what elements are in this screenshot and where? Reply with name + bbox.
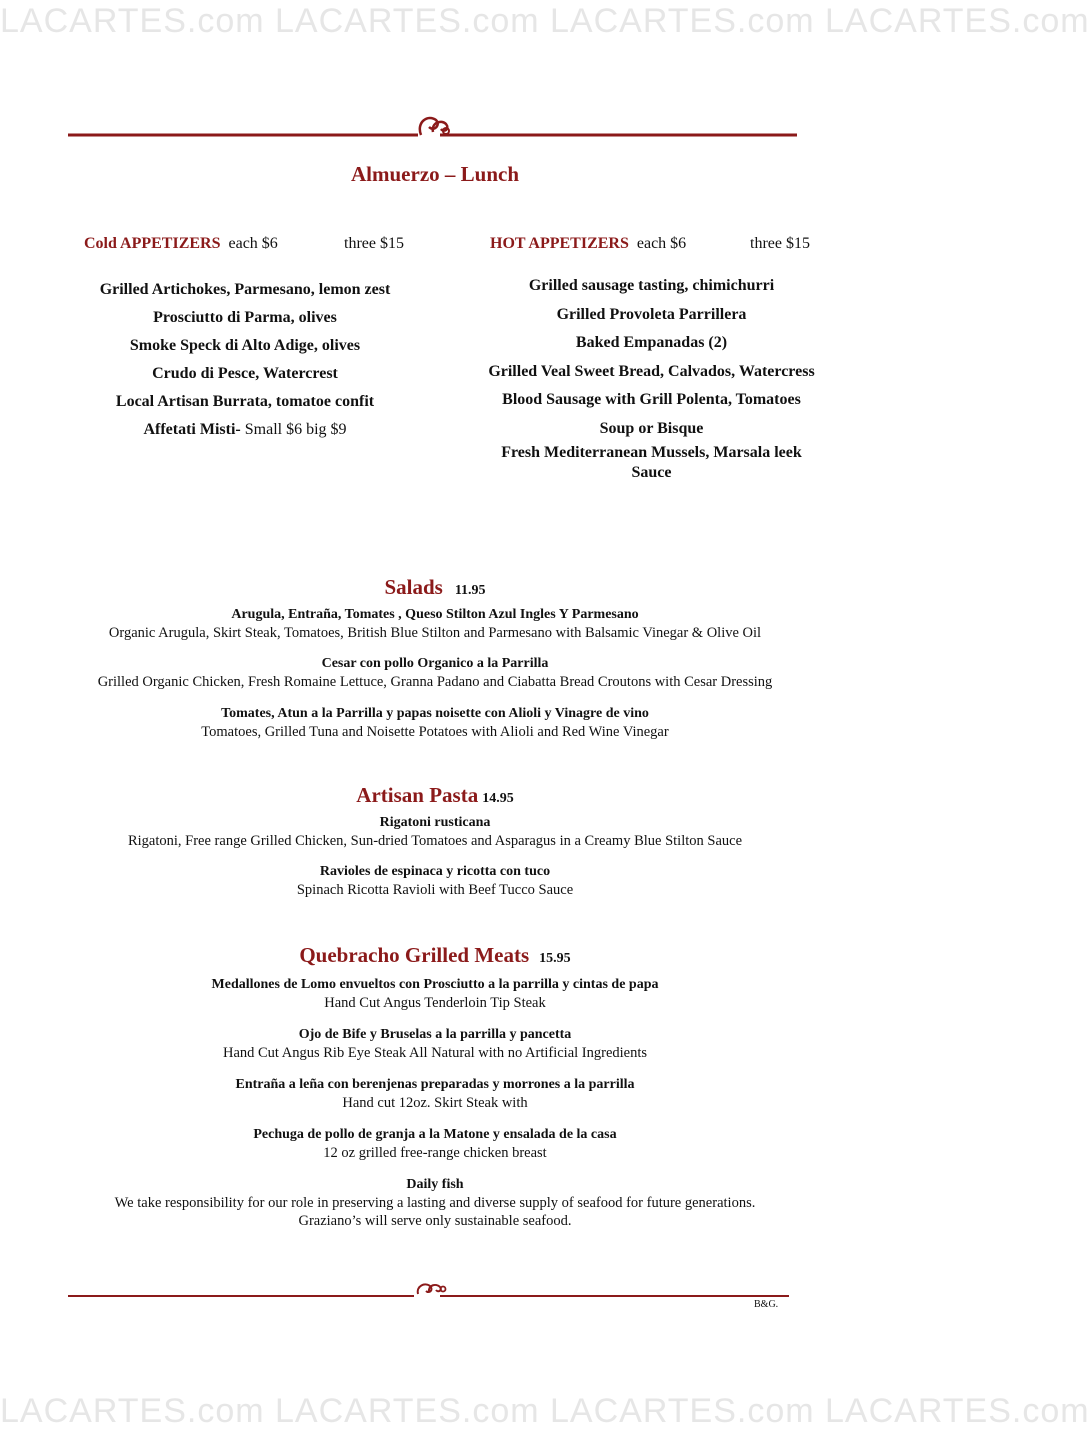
watermark-bottom: LACARTES.com LACARTES.com LACARTES.com LACARTES.com: [0, 1392, 1090, 1430]
list-item: Grilled Artichokes, Parmesano, lemon zest: [99, 281, 391, 298]
list-item-line: Sauce: [631, 464, 672, 481]
meat-3-spanish: Entraña a leña con berenjenas preparadas y morrones a la parrilla: [235, 1077, 635, 1092]
meats-title: Quebracho Grilled Meats: [299, 943, 530, 967]
pasta-2-english: Spinach Ricotta Ravioli with Beef Tucco Sauce: [296, 882, 574, 898]
pasta-1-english: Rigatoni, Free range Grilled Chicken, Sun-dried Tomatoes and Asparagus in a Creamy Blue Stilton Sauce: [127, 833, 743, 849]
salad-3-english: Tomatoes, Grilled Tuna and Noisette Potatoes with Alioli and Red Wine Vinegar: [201, 724, 669, 740]
list-item: Grilled Provoleta Parrillera: [556, 305, 747, 323]
cold-appetizers-list: [40, 276, 450, 444]
pasta-heading: [0, 783, 870, 808]
pasta-1-spanish: Rigatoni rusticana: [379, 815, 491, 830]
salad-3-spanish: Tomates, Atun a la Parrilla y papas noisette con Alioli y Vinagre de vino: [221, 706, 649, 721]
pasta-title: Artisan Pasta: [356, 783, 479, 807]
salads-title: Salads: [384, 575, 443, 599]
cold-appetizers-title: Cold APPETIZERS: [84, 235, 221, 252]
salad-1-spanish: Arugula, Entraña, Tomates , Queso Stilton Azul Ingles Y Parmesano: [231, 607, 639, 622]
cold-appetizers-header: [84, 235, 278, 253]
meat-2-spanish: Ojo de Bife y Bruselas a la parrilla y pancetta: [298, 1027, 572, 1042]
hot-appetizers-list: [455, 272, 848, 483]
watermark-top: LACARTES.com LACARTES.com LACARTES.com LACARTES.com: [0, 2, 1090, 40]
daily-fish-title: Daily fish: [406, 1177, 464, 1192]
affetati-price: Small $6 big $9: [240, 421, 347, 438]
list-item: Soup or Bisque: [599, 419, 704, 437]
meat-3-english: Hand cut 12oz. Skirt Steak with: [342, 1095, 528, 1111]
hot-appetizers-header: [490, 235, 686, 253]
hot-three-price: three $15: [750, 235, 810, 252]
meat-1-english: Hand Cut Angus Tenderloin Tip Steak: [324, 995, 546, 1011]
pasta-2-spanish: Ravioles de espinaca y ricotta con tuco: [319, 864, 551, 879]
list-item: Local Artisan Burrata, tomatoe confit: [115, 393, 375, 410]
list-item: Grilled sausage tasting, chimichurri: [528, 277, 775, 294]
hot-appetizers-title: HOT APPETIZERS: [490, 235, 629, 252]
menu-title: Almuerzo – Lunch: [351, 162, 519, 186]
meats-price: 15.95: [539, 951, 571, 966]
meat-4-spanish: Pechuga de pollo de granja a la Matone y ensalada de la casa: [253, 1127, 617, 1142]
salad-1-english: Organic Arugula, Skirt Steak, Tomatoes, British Blue Stilton and Parmesano with Balsamic Vinegar & Olive Oil: [108, 625, 762, 641]
meat-4-english: 12 oz grilled free-range chicken breast: [323, 1145, 547, 1161]
list-item: Blood Sausage with Grill Polenta, Tomatoes: [502, 391, 801, 408]
list-item: Baked Empanadas (2): [575, 334, 728, 351]
affetati-name: Affetati Misti-: [143, 421, 241, 438]
list-item: Prosciutto di Parma, olives: [153, 309, 337, 326]
cold-three-price: three $15: [344, 235, 404, 252]
meat-1-spanish: Medallones de Lomo envueltos con Prosciutto a la parrilla y cintas de papa: [211, 977, 659, 992]
list-item: [455, 443, 848, 483]
daily-fish-line-2: Graziano’s will serve only sustainable seafood.: [298, 1213, 572, 1229]
cold-each-price: each $6: [228, 235, 278, 252]
salad-2-spanish: Cesar con pollo Organico a la Parrilla: [321, 656, 549, 671]
signature: B&G.: [754, 1299, 779, 1310]
salads-heading: [0, 575, 870, 600]
hot-each-price: each $6: [636, 235, 687, 252]
list-item: [40, 416, 450, 444]
meat-2-english: Hand Cut Angus Rib Eye Steak All Natural with no Artificial Ingredients: [222, 1045, 648, 1061]
list-item-line: Fresh Mediterranean Mussels, Marsala leek: [501, 444, 802, 461]
daily-fish-line-1: We take responsibility for our role in preserving a lasting and diverse supply of seafood for future generations.: [114, 1195, 756, 1211]
list-item: Grilled Veal Sweet Bread, Calvados, Watercress: [488, 362, 815, 380]
salad-2-english: Grilled Organic Chicken, Fresh Romaine Lettuce, Granna Padano and Ciabatta Bread Croutons with Cesar Dressing: [97, 674, 773, 690]
bottom-ornament-divider: [0, 1272, 870, 1302]
salads-price: 11.95: [454, 583, 486, 598]
meats-heading: [0, 943, 870, 968]
top-ornament-divider: [0, 110, 870, 140]
list-item: Smoke Speck di Alto Adige, olives: [129, 337, 361, 354]
pasta-price: 14.95: [482, 791, 514, 806]
list-item: Crudo di Pesce, Watercrest: [152, 365, 338, 382]
